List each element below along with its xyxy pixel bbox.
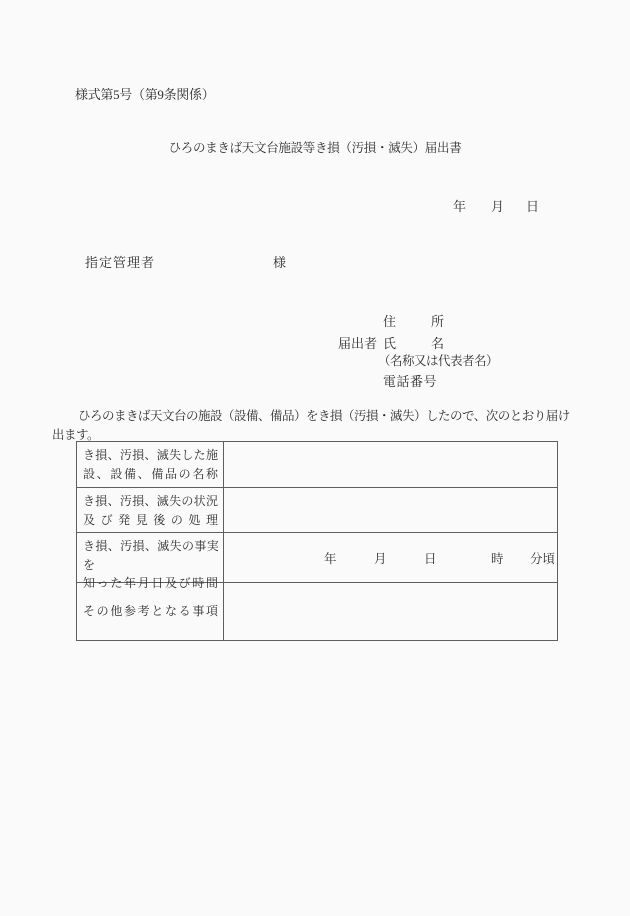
table-date-day-label: 日 bbox=[424, 551, 437, 566]
table-date-minute-label: 分頃 bbox=[529, 551, 555, 566]
table-date-year-label: 年 bbox=[324, 551, 337, 566]
name-label-last-char: 名 bbox=[430, 336, 444, 351]
table-label-damage-situation bbox=[77, 488, 224, 533]
label-line: き損、汚損、滅失した施 bbox=[83, 448, 218, 462]
declarant-phone-label: 電話番号 bbox=[383, 374, 438, 389]
declarant-address-label bbox=[383, 311, 444, 330]
table-label-damaged-item-name bbox=[77, 442, 224, 488]
name-label-first-char: 氏 bbox=[383, 336, 397, 351]
body-line-1: ひろのまきば天文台の施設（設備、備品）をき損（汚損・滅失）したので、次のとおり届け bbox=[66, 409, 570, 423]
damage-report-table bbox=[76, 441, 558, 641]
label-line: 知った年月日及び時間 bbox=[83, 576, 218, 590]
label-line: き損、汚損、滅失の事実を bbox=[83, 539, 218, 572]
label-line: その他参考となる事項 bbox=[83, 604, 218, 619]
table-value-damaged-item-name bbox=[224, 442, 557, 488]
declarant-role-label: 届出者 bbox=[338, 336, 378, 351]
table-value-other-remarks bbox=[224, 583, 557, 640]
address-label-first-char: 住 bbox=[383, 314, 397, 329]
declarant-name-label bbox=[383, 333, 444, 352]
label-line: き損、汚損、滅失の状況 bbox=[83, 494, 218, 508]
date-year-label: 年 bbox=[453, 199, 467, 214]
address-label-last-char: 所 bbox=[430, 314, 444, 329]
body-paragraph bbox=[52, 407, 582, 444]
document-title: ひろのまきば天文台施設等き損（汚損・滅失）届出書 bbox=[168, 141, 462, 155]
date-month-label: 月 bbox=[491, 199, 505, 214]
addressee-honorific: 様 bbox=[273, 255, 287, 270]
declarant-representative-note: （名称又は代表者名） bbox=[378, 354, 499, 368]
label-line: 設、設備、備品の名称 bbox=[83, 466, 218, 481]
table-date-month-label: 月 bbox=[374, 551, 387, 566]
table-date-hour-label: 時 bbox=[491, 551, 504, 566]
body-line-2: 出ます。 bbox=[52, 427, 100, 442]
addressee-label: 指定管理者 bbox=[85, 255, 156, 270]
date-day-label: 日 bbox=[526, 199, 540, 214]
table-label-other-remarks bbox=[77, 583, 224, 640]
table-value-date-known bbox=[224, 533, 557, 583]
form-number: 様式第5号（第9条関係） bbox=[75, 87, 215, 102]
table-label-date-known bbox=[77, 533, 224, 590]
table-value-damage-situation bbox=[224, 488, 557, 533]
label-line: 及び発見後の処理 bbox=[83, 512, 218, 527]
